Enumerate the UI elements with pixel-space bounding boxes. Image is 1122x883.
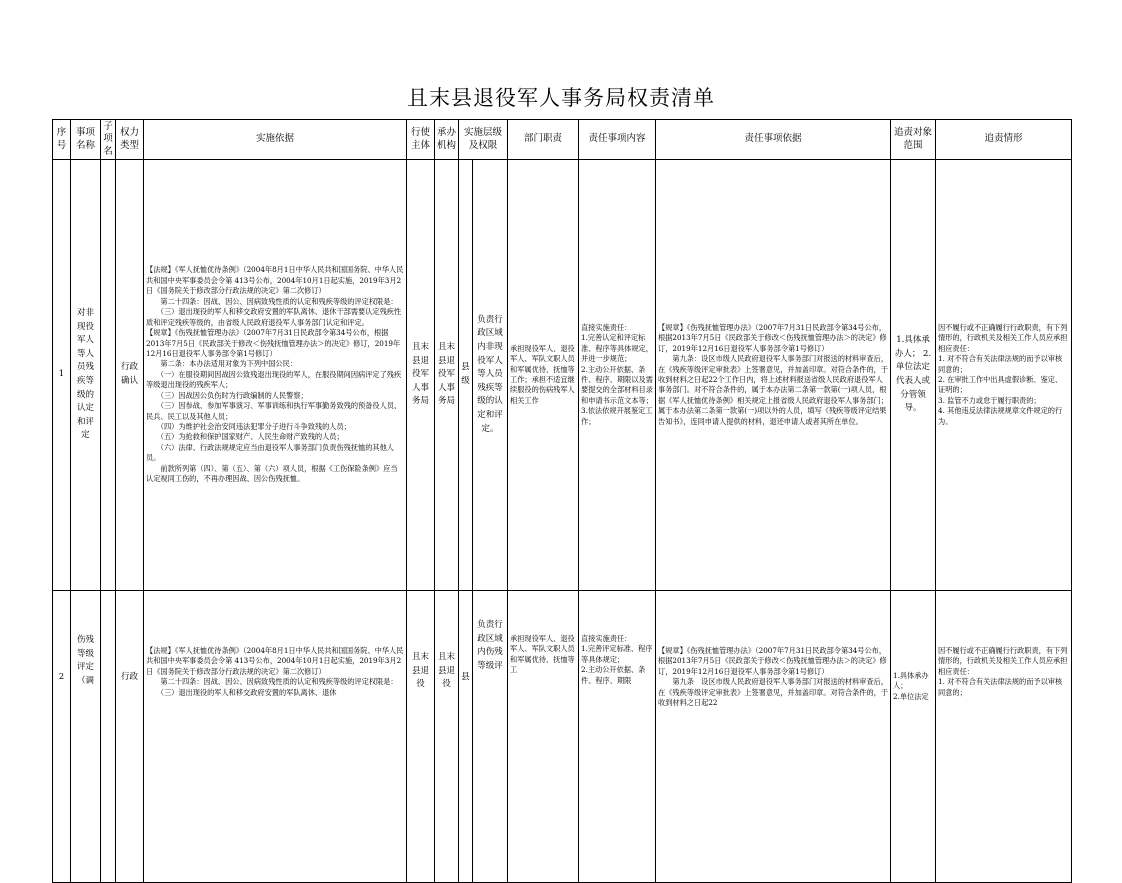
responsibility-table: [52, 119, 1072, 883]
cell-scope: 1.具体承办人； 2.单位法定代表人或分管领导。: [891, 160, 936, 591]
cell-resp-basis-rule: 【规章】《伤残抚恤管理办法》（2007年7月31日民政部令第34号公布，根据2013年7月5日《民政部关于修改＜伤残抚恤管理办法＞的决定》修订，2019年12月16日退役军人事务部令第1号修订） 第九条 设区市级人民政府退役军人事务部门对报送的材料审查后，在《残疾等级评定审批表》上签署意见，并加盖印章。对符合条件的，于收到材料之日起22: [656, 591, 891, 883]
cell-sub-item: [101, 160, 116, 591]
cell-resp-content: 承担现役军人、退役军人、军队文职人员和军属优待、抚恤等工作；承担不适宜继续服役的伤病残军人相关工作: [508, 160, 579, 591]
cell-seq: 2: [53, 591, 71, 883]
header-resp-content: 责任事项内容: [579, 120, 656, 160]
header-subject: 行使主体: [407, 120, 435, 160]
table-row: [53, 591, 1072, 883]
cell-situations: 因不履行或不正确履行行政职责，有下列情形的，行政机关及相关工作人员应承担相应责任： 1. 对不符合有关法律法规的而予以审核同意的； 2. 在审批工作中出具虚假诊断、鉴定、证明的； 3. 监管不力或怠于履行职责的； 4. 其他违反法律法规规章文件规定的行为。: [936, 160, 1072, 591]
cell-resp-content: 承担现役军人、退役军人、军队文职人员和军属优待、抚恤等工: [508, 591, 579, 883]
cell-agency: 且末县退役军人事务局: [435, 160, 459, 591]
header-duty: 部门职责: [508, 120, 579, 160]
cell-level: 县: [459, 591, 473, 883]
header-agency: 承办机构: [435, 120, 459, 160]
cell-basis: 【法规】《军人抚恤优待条例》（2004年8月1日中华人民共和国国务院、中华人民共和国中央军事委员会令第 413号公布，2004年10月1日起实施，2019年3月2日《国务院关于修改部分行政法规的决定》第二次修订） 第二十四条：因战、因公、因病致残性质的认定和残疾等级的评定权限是： （三）退出现役的军人和移交政府安置的军队离休、退休干部需要认定残疾性质和评定残疾等级的，由省级人民政府退役军人事务部门认定和评定。 【规章】《伤残抚恤管理办法》（2007年7月31日民政部令第34号公布，根据2013年7月5日《民政部关于修改＜伤残抚恤管理办法＞的决定》修订，2019年12月16日退役军人事务部令第1号修订） 第二条：本办法适用对象为下列中国公民： （一）在服役期间因战因公致残退出现役的军人，在服役期间因病评定了残疾等级退出现役的残疾军人； （三）因战因公负伤时为行政编制的人民警察； （三）因参战、参加军事演习、军事训练和执行军事勤务致残的预备役人员、民兵、民工以及其他人员； （四）为维护社会治安同违法犯罪分子进行斗争致残的人员； （五）为抢救和保护国家财产、人民生命财产致残的人员； （六）法律、行政法规规定应当由退役军人事务部门负责伤残抚恤的其他人员。 前款所列第（四）、第（五）、第（六）项人员，根据《工伤保险条例》应当认定视同工伤的，不再办理因战、因公伤残抚恤。: [144, 160, 407, 591]
header-level: 实施层级及权限: [459, 120, 508, 160]
cell-item-name: 对非现役军人等人员残疾等级的认定和评定: [71, 160, 101, 591]
cell-power-type: 行政: [116, 591, 144, 883]
cell-item-name: 伤残等级评定（调: [71, 591, 101, 883]
cell-resp-basis-direct: 直接实施责任： 1.完善评定标准、程序等具体规定； 2.主动公开依据、条件、程序、期限: [579, 591, 656, 883]
cell-basis: 【法规】《军人抚恤优待条例》（2004年8月1日中华人民共和国国务院、中华人民共和国中央军事委员会令第 413号公布，2004年10月1日起实施，2019年3月2日《国务院关于修改部分行政法规的决定》第二次修订） 第二十四条：因战、因公、因病致残性质的认定和残疾等级的评定权限是： （三）退出现役的军人和移交政府安置的军队离休、退休: [144, 591, 407, 883]
cell-subject: 且末县退役军人事务局: [407, 160, 435, 591]
header-power-type: 权力类型: [116, 120, 144, 160]
cell-level: 县级: [459, 160, 473, 591]
table-header-row: [53, 120, 1072, 160]
cell-resp-basis-rule: 【规章】《伤残抚恤管理办法》（2007年7月31日民政部令第34号公布，根据2013年7月5日《民政部关于修改＜伤残抚恤管理办法＞的决定》修订，2019年12月16日退役军人事务部令第1号修订） 第九条：设区市级人民政府退役军人事务部门对报送的材料审查后，在《残疾等级评定审批表》上签署意见，并加盖印章。对符合条件的，于收到材料之日起22个工作日内，将上述材料报送省级人民政府退役军人事务部门。对不符合条件的，属于本办法第二条第一款第(一)项人员，根据《军人抚恤优待条例》相关规定上报省级人民政府退役军人事务部门；属于本办法第二条第一款第(一)项以外的人员，填写《残疾等级评定结果告知书》，连同申请人提供的材料，退还申请人或者其所在单位。: [656, 160, 891, 591]
cell-power-type: 行政确认: [116, 160, 144, 591]
cell-resp-basis-direct: 直接实施责任： 1.完善认定和评定标准、程序等具体规定，并进一步规范； 2.主动公开依据、条件、程序、期限以及需要提交的全部材料目录和申请书示范文本等； 3.依法依规开展鉴定工作；: [579, 160, 656, 591]
document-title: 且末县退役军人事务局权责清单: [407, 86, 715, 110]
cell-duty: 负责行政区域内伤残等级评: [473, 591, 508, 883]
header-situations: 追责情形: [936, 120, 1072, 160]
cell-scope: 1.具体承办人； 2.单位法定: [891, 591, 936, 883]
header-item-name: 事项名称: [71, 120, 101, 160]
cell-sub-item: [101, 591, 116, 883]
cell-duty: 负责行政区域内非现役军人等人员残疾等级的认定和评定。: [473, 160, 508, 591]
header-scope: 追责对象范围: [891, 120, 936, 160]
cell-agency: 且末县退役: [435, 591, 459, 883]
header-resp-basis: 责任事项依据: [656, 120, 891, 160]
cell-subject: 且末县退役: [407, 591, 435, 883]
cell-situations: 因不履行或不正确履行行政职责，有下列情形的，行政机关及相关工作人员应承担相应责任： 1. 对不符合有关法律法规的而予以审核同意的；: [936, 591, 1072, 883]
header-seq: 序号: [53, 120, 71, 160]
table-row: [53, 160, 1072, 591]
header-basis: 实施依据: [144, 120, 407, 160]
header-sub-item: 子项名: [101, 120, 116, 160]
cell-seq: 1: [53, 160, 71, 591]
